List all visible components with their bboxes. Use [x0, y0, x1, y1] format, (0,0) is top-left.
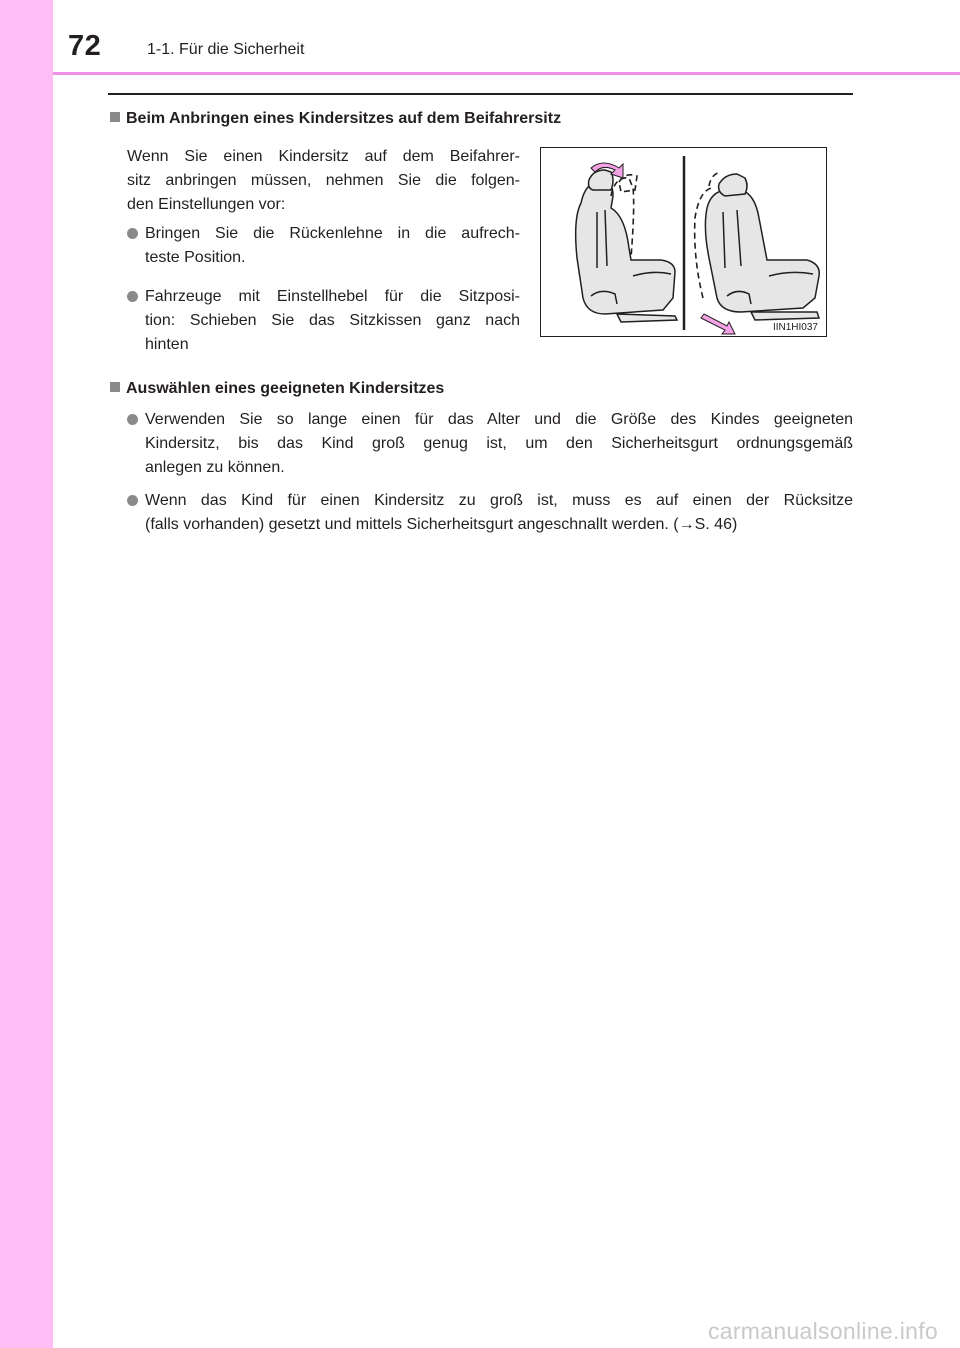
intro-line: sitz anbringen müssen, nehmen Sie die folgen- [127, 172, 520, 189]
header-divider [53, 72, 960, 75]
bullet-icon [127, 495, 138, 506]
page-number: 72 [68, 30, 102, 62]
heading-square-icon [110, 382, 120, 392]
figure-code: IIN1HI037 [772, 322, 818, 333]
bullet-line: tion: Schieben Sie das Sitzkissen ganz nach [145, 312, 520, 329]
bullet-line: Verwenden Sie so lange einen für das Alter und die Größe des Kindes geeigneten [145, 411, 853, 428]
heading-suitable-seat [110, 380, 444, 398]
page-reference-link[interactable]: (falls vorhanden) gesetzt und mittels Sicherheitsgurt angeschnallt werden. (→S. 46) [145, 516, 738, 533]
bullet-line: Fahrzeuge mit Einstellhebel für die Sitzposi- [145, 288, 520, 305]
seat-illustration [541, 148, 828, 338]
watermark: carmanualsonline.info [707, 1318, 938, 1344]
intro-line: den Einstellungen vor: [127, 196, 286, 213]
bullet-line: anlegen zu können. [145, 459, 285, 476]
bullet-icon [127, 414, 138, 425]
heading-text: Auswählen eines geeigneten Kindersitzes [126, 380, 445, 397]
intro-line: Wenn Sie einen Kindersitz auf dem Beifahrer- [127, 148, 520, 165]
heading-square-icon [110, 112, 120, 122]
bullet-line: Kindersitz, bis das Kind groß genug ist, um den Sicherheitsgurt ordnungsgemäß [145, 435, 853, 452]
intro-paragraph [127, 145, 520, 217]
seat-left-illustration [576, 170, 677, 322]
bullet-icon [127, 291, 138, 302]
bullet-backrest [145, 222, 520, 270]
slide-arrow-icon [701, 314, 735, 334]
bullet-age-size [145, 408, 853, 480]
bullet-line: Wenn das Kind für einen Kindersitz zu groß ist, muss es auf einen der Rücksitze [145, 492, 853, 509]
bullet-seat-cushion [145, 285, 520, 357]
page-side-bar [0, 0, 53, 1348]
page-header [53, 0, 960, 74]
seat-right-illustration [705, 174, 819, 320]
heading-text: Beim Anbringen eines Kindersitzes auf dem Beifahrersitz [126, 110, 562, 127]
bullet-line: teste Position. [145, 249, 246, 266]
bullet-icon [127, 228, 138, 239]
content-rule [108, 93, 853, 95]
seat-adjustment-figure [540, 147, 827, 337]
bullet-line: hinten [145, 336, 189, 353]
bullet-line: Bringen Sie die Rückenlehne in die aufrech- [145, 225, 520, 242]
section-title: 1-1. Für die Sicherheit [147, 41, 305, 58]
heading-passenger-seat [110, 110, 561, 128]
bullet-rear-seat [145, 489, 853, 537]
